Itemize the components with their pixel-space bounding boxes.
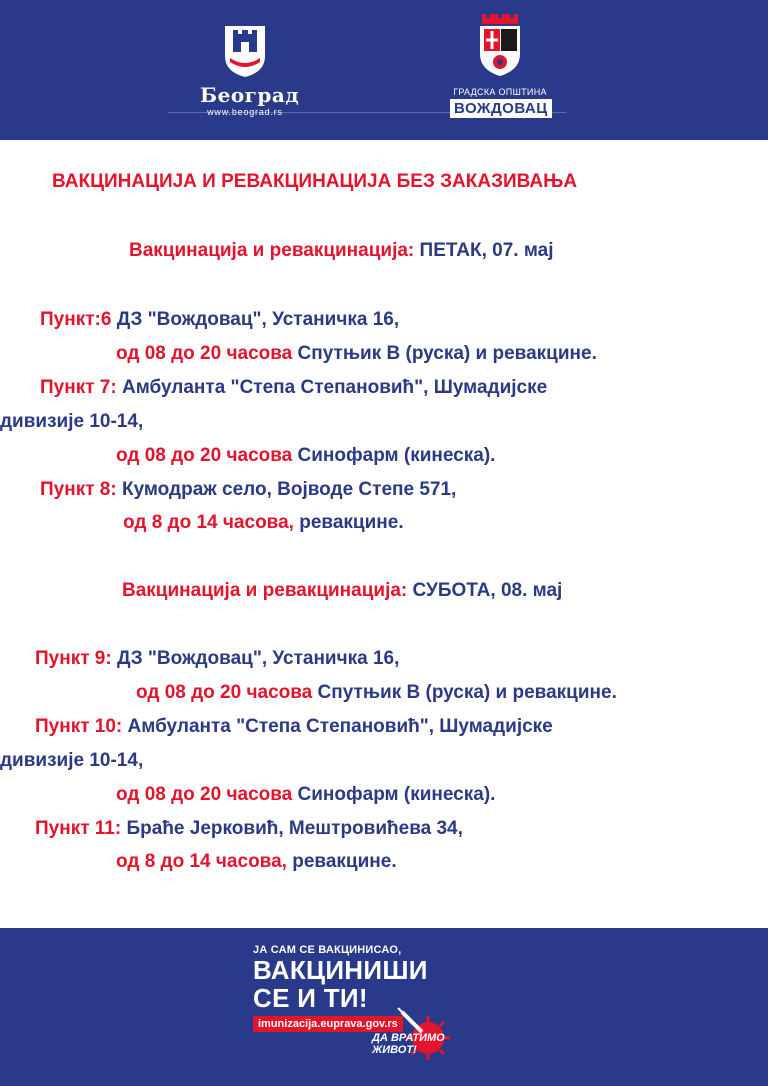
campaign-url[interactable]: imunizacija.euprava.gov.rs xyxy=(253,1016,403,1032)
punkt-8-hours-line xyxy=(123,512,404,534)
friday-heading-date: ПЕТАК, 07. мај xyxy=(419,240,554,261)
punkt-11-hours-line xyxy=(116,851,397,873)
campaign-line-3: СЕ И ТИ! xyxy=(253,983,368,1013)
beograd-logo xyxy=(200,22,300,132)
punkt-10-place: Амбуланта "Степа Степановић", Шумадијске xyxy=(122,716,553,737)
punkt-10-vaccine: Синофарм (кинеска). xyxy=(292,784,496,805)
friday-heading xyxy=(129,240,554,262)
beograd-crest-icon xyxy=(222,22,268,78)
punkt-6-vaccine: Спутњик В (руска) и ревакцине. xyxy=(292,343,597,364)
punkt-9-line xyxy=(35,648,399,670)
punkt-7-place: Амбуланта "Степа Степановић", Шумадијске xyxy=(116,377,548,398)
punkt-6-label: Пункт:6 xyxy=(40,309,112,330)
beograd-url: www.beograd.rs xyxy=(207,107,283,117)
punkt-7-line xyxy=(40,377,547,399)
punkt-6-hours-line xyxy=(116,343,597,365)
punkt-11-vaccine: ревакцине. xyxy=(286,851,397,872)
campaign-line-1: ЈА САМ СЕ ВАКЦИНИСАО, xyxy=(253,944,402,956)
punkt-8-vaccine: ревакцине. xyxy=(293,512,404,533)
punkt-11-line xyxy=(35,818,463,840)
punkt-9-place: ДЗ "Вождовац", Устаничка 16, xyxy=(111,648,400,669)
punkt-8-hours: од 8 до 14 часова, xyxy=(123,512,294,533)
punkt-9-vaccine: Спутњик В (руска) и ревакцине. xyxy=(312,682,617,703)
saturday-heading-label: Вакцинација и ревакцинација: xyxy=(122,580,408,601)
page-title: ВАКЦИНАЦИЈА И РЕВАКЦИНАЦИЈА БЕЗ ЗАКАЗИВАЊА xyxy=(52,171,578,192)
punkt-6-hours: од 08 до 20 часова xyxy=(116,343,293,364)
punkt-11-hours: од 8 до 14 часова, xyxy=(116,851,287,872)
slogan xyxy=(372,1032,452,1056)
friday-heading-label: Вакцинација и ревакцинација: xyxy=(129,240,415,261)
punkt-8-label: Пункт 8: xyxy=(40,479,117,500)
header-band xyxy=(0,0,768,140)
punkt-7-vaccine: Синофарм (кинеска). xyxy=(292,445,496,466)
punkt-10-hours: од 08 до 20 часова xyxy=(116,784,293,805)
punkt-8-place: Кумодраж село, Војводе Степе 571, xyxy=(116,479,457,500)
punkt-11-place: Браће Јерковић, Мештровићева 34, xyxy=(121,818,463,839)
punkt-10-hours-line xyxy=(116,784,495,806)
vozdovac-logo xyxy=(450,14,550,126)
saturday-heading-date: СУБОТА, 08. мај xyxy=(412,580,563,601)
punkt-9-hours: од 08 до 20 часова xyxy=(136,682,313,703)
punkt-10-line xyxy=(35,716,553,738)
saturday-heading xyxy=(122,580,562,602)
punkt-11-label: Пункт 11: xyxy=(35,818,122,839)
punkt-6-place: ДЗ "Вождовац", Устаничка 16, xyxy=(111,309,400,330)
punkt-6-line xyxy=(40,309,399,331)
punkt-10-label: Пункт 10: xyxy=(35,716,123,737)
slogan-line-1: ДА ВРАТИМО xyxy=(372,1032,445,1044)
punkt-8-line xyxy=(40,479,456,501)
punkt-7-hours: од 08 до 20 часова xyxy=(116,445,293,466)
punkt-9-hours-line xyxy=(136,682,617,704)
beograd-logo-text: Београд xyxy=(200,83,300,107)
punkt-7-hours-line xyxy=(116,445,495,467)
vozdovac-name: ВОЖДОВАЦ xyxy=(450,99,552,118)
campaign-line-2: ВАКЦИНИШИ xyxy=(253,955,428,985)
punkt-9-label: Пункт 9: xyxy=(35,648,112,669)
punkt-7-label: Пункт 7: xyxy=(40,377,117,398)
vozdovac-crest-icon xyxy=(477,14,523,78)
punkt-7-place-cont: дивизије 10-14, xyxy=(0,411,144,432)
slogan-line-2: ЖИВОТ! xyxy=(372,1044,417,1056)
vozdovac-small-text: ГРАДСКА ОПШТИНА xyxy=(453,87,547,97)
punkt-10-place-cont: дивизије 10-14, xyxy=(0,750,144,771)
